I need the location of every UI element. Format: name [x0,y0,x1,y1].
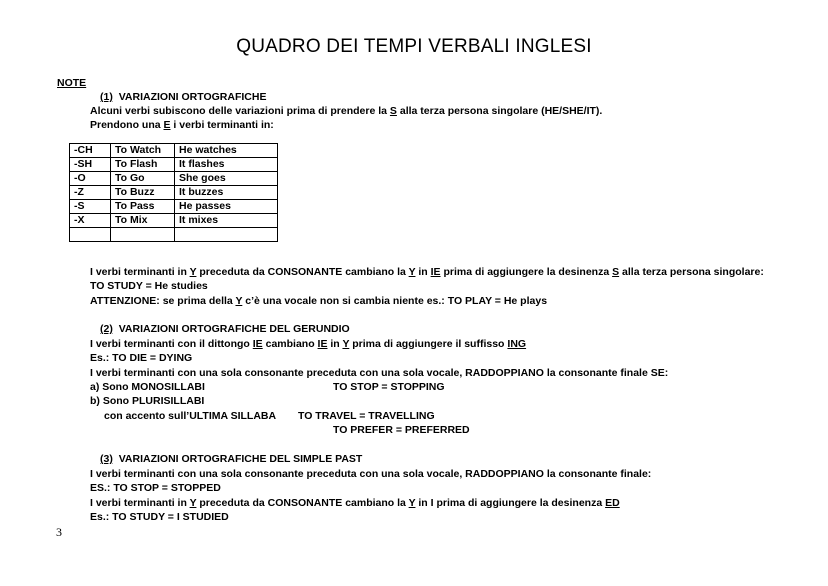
table-row [70,200,278,214]
suffix-cell: -X [70,214,111,228]
text-span: alla terza persona singolare: [619,266,764,278]
table-row [70,172,278,186]
text-span: Prendono una [90,119,164,131]
section1-heading [100,90,266,104]
text-span: prima di aggiungere il suffisso [349,338,508,350]
section1-number: (1) [100,91,113,103]
section3-title: VARIAZIONI ORTOGRAFICHE DEL SIMPLE PAST [118,453,363,465]
table-row [70,214,278,228]
verb-cell: To Go [111,172,175,186]
text-span: IE [430,266,441,278]
text-span: Y [189,497,197,509]
verb-cell: To Flash [111,158,175,172]
text-span: Y [342,338,350,350]
example-cell: It flashes [175,158,278,172]
text-span: preceduta da CONSONANTE cambiano la [196,497,409,509]
section2-ie-rule [90,337,526,351]
text-span: Y [408,266,416,278]
section1-line1 [90,104,602,118]
text-span: Y [189,266,197,278]
suffix-cell: -SH [70,158,111,172]
example-cell: He passes [175,200,278,214]
table-row [70,158,278,172]
text-span: IE [252,338,263,350]
text-span: ATTENZIONE: se prima della [90,295,236,307]
text-span: prima di aggiungere la desinenza [440,266,613,278]
section2-mono-example: TO STOP = STOPPING [333,381,445,393]
text-span: Y [408,497,416,509]
text-span: c’è una vocale non si cambia niente es.: TO PLAY = He plays [242,295,548,307]
verb-cell: To Buzz [111,186,175,200]
example-cell: He watches [175,144,278,158]
text-span: E [163,119,171,131]
text-span: alla terza persona singolare (HE/SHE/IT). [396,105,603,117]
section3-example-stop: ES.: TO STOP = STOPPED [90,482,221,494]
text-span: Y [235,295,243,307]
section2-heading [100,322,350,336]
text-span: in [327,338,343,350]
section3-heading [100,452,362,466]
text-span: i verbi terminanti in: [170,119,274,131]
section1-example-study: TO STUDY = He studies [90,280,208,292]
suffix-cell: -CH [70,144,111,158]
table-row [70,186,278,200]
section2-travel-example: TO TRAVEL = TRAVELLING [298,410,435,422]
section3-double-rule: I verbi terminanti con una sola consonante preceduta con una sola vocale, RADDOPPIANO la consonante finale: [90,468,652,480]
verb-cell: To Watch [111,144,175,158]
section1-attention [90,294,547,308]
page-title: QUADRO DEI TEMPI VERBALI INGLESI [236,36,592,57]
text-span: ING [507,338,527,350]
text-span: Alcuni verbi subiscono delle variazioni prima di prendere la [90,105,390,117]
text-span: S [612,266,620,278]
example-cell: It buzzes [175,186,278,200]
note-label: NOTE [57,77,87,89]
verb-cell: To Mix [111,214,175,228]
suffix-cell: -O [70,172,111,186]
text-span: IE [317,338,328,350]
example-cell: She goes [175,172,278,186]
text-span: I verbi terminanti in [90,497,190,509]
section2-double-rule: I verbi terminanti con una sola consonante preceduta con una sola vocale, RADDOPPIANO la consonante finale SE: [90,367,669,379]
text-span: in I prima di aggiungere la desinenza [415,497,606,509]
section2-prefer-example: TO PREFER = PREFERRED [333,424,470,436]
suffix-cell [70,228,111,242]
text-span: in [415,266,431,278]
section2-example-die: Es.: TO DIE = DYING [90,352,193,364]
text-span: ED [605,497,620,509]
page-number: 3 [56,525,62,539]
section1-line2 [90,118,274,132]
verb-cell [111,228,175,242]
suffix-cell: -S [70,200,111,214]
text-span: I verbi terminanti in [90,266,190,278]
example-cell [175,228,278,242]
text-span: cambiano [262,338,318,350]
table-row [70,144,278,158]
section2-accent-label: con accento sull’ULTIMA SILLABA [104,410,277,422]
suffix-cell: -Z [70,186,111,200]
suffix-table [69,143,278,242]
section1-title: VARIAZIONI ORTOGRAFICHE [118,91,267,103]
section3-y-rule [90,496,620,510]
table-row [70,228,278,242]
section2-pluri-label: b) Sono PLURISILLABI [90,395,205,407]
section2-mono-label: a) Sono MONOSILLABI [90,381,205,393]
suffix-table-body [70,144,278,242]
section3-example-study: Es.: TO STUDY = I STUDIED [90,511,229,523]
verb-cell: To Pass [111,200,175,214]
text-span: S [389,105,397,117]
example-cell: It mixes [175,214,278,228]
text-span: I verbi terminanti con il dittongo [90,338,253,350]
section2-number: (2) [100,323,113,335]
section3-number: (3) [100,453,113,465]
text-span: preceduta da CONSONANTE cambiano la [196,266,409,278]
section2-title: VARIAZIONI ORTOGRAFICHE DEL GERUNDIO [118,323,350,335]
section1-y-rule [90,265,764,279]
